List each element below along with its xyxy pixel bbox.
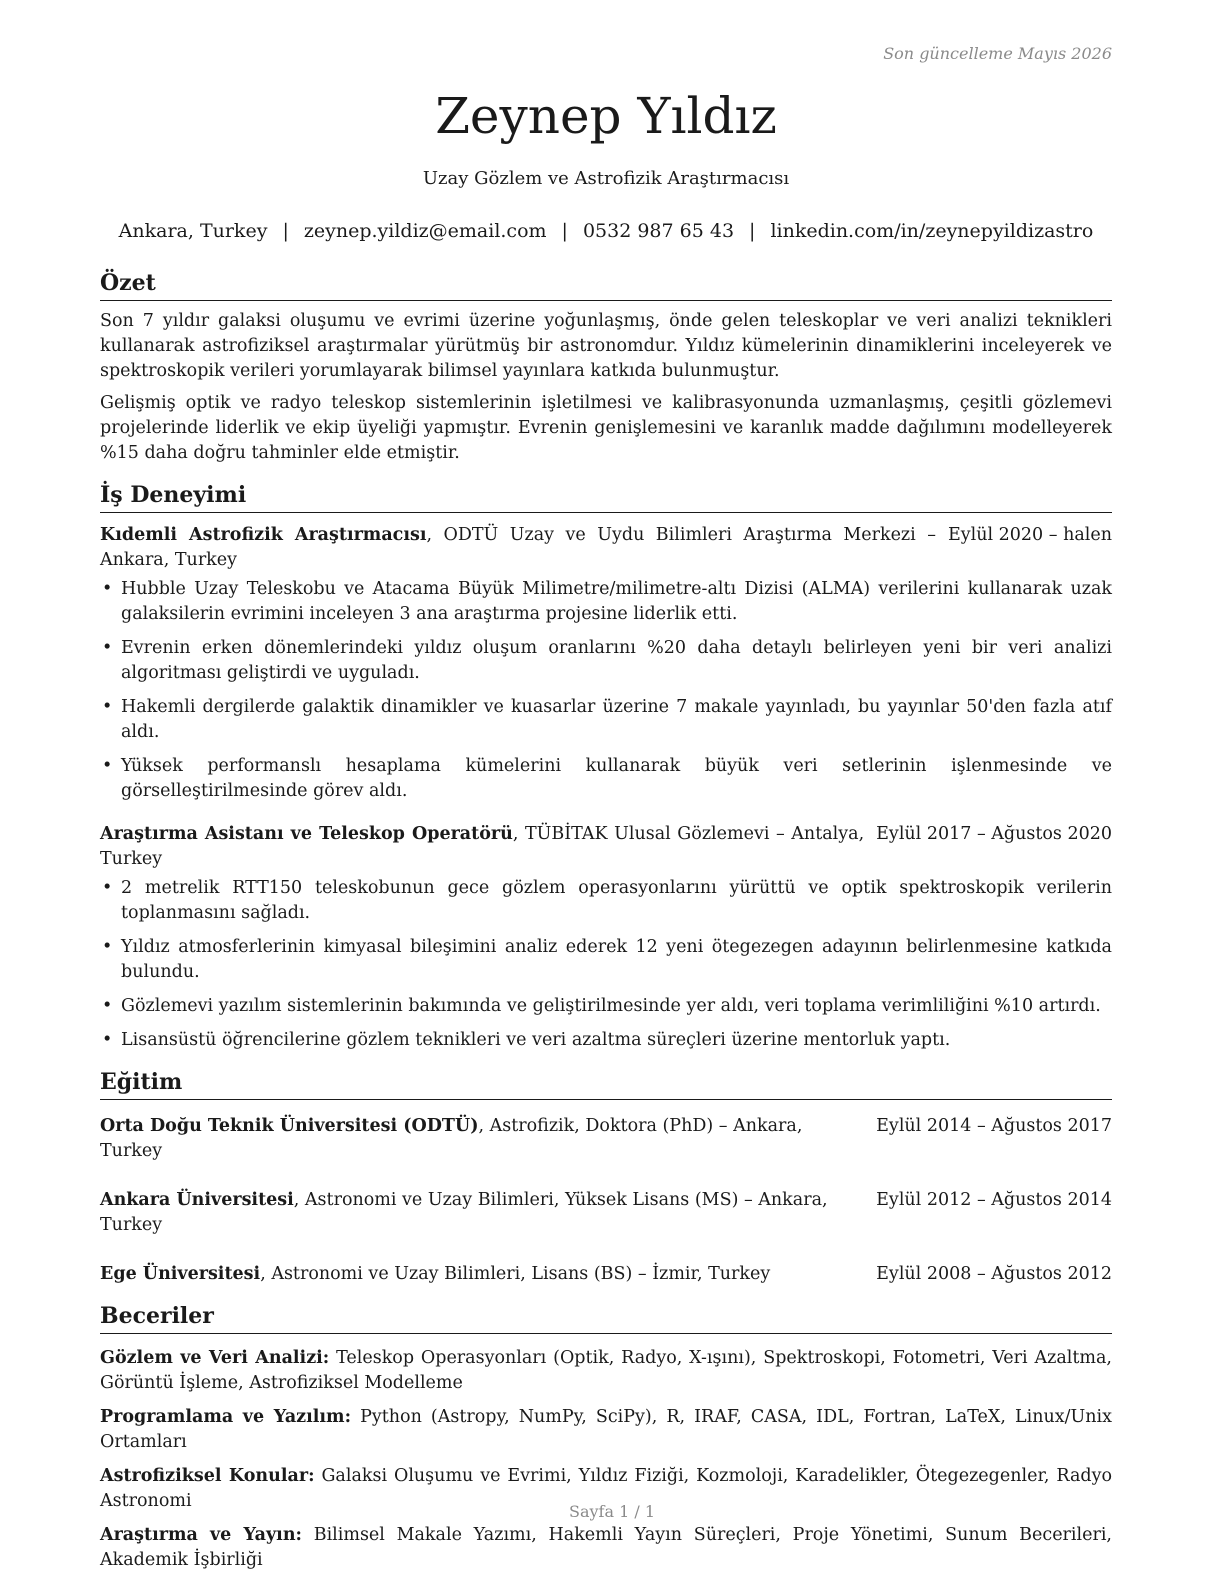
candidate-name: Zeynep Yıldız	[435, 87, 777, 145]
last-updated: Son güncelleme Mayıs 2026	[883, 44, 1112, 63]
skill-label: Astrofiziksel Konular:	[100, 1466, 315, 1486]
job-bullet: • Gözlemevi yazılım sistemlerinin bakımında ve geliştirilmesinde yer aldı, veri toplama verimliliğini %10 artırdı.	[100, 994, 1112, 1019]
headline: Uzay Gözlem ve Astrofizik Araştırmacısı	[422, 168, 790, 189]
contact-separator: |	[561, 220, 568, 242]
job-bullet: • 2 metrelik RTT150 teleskobunun gece gözlem operasyonlarını yürüttü ve optik spektroskopik verilerin toplanmasını sağladı.	[100, 876, 1112, 926]
job-org: , TÜBİTAK Ulusal Gözlemevi – Antalya, Turkey	[100, 824, 865, 869]
job-bullet: • Lisansüstü öğrencilerine gözlem teknikleri ve veri azaltma süreçleri üzerine mentorluk yaptı.	[100, 1028, 1112, 1053]
skill-label: Programlama ve Yazılım:	[100, 1407, 352, 1427]
contact-linkedin[interactable]: linkedin.com/in/zeynepyildizastro	[770, 220, 1094, 242]
resume-body	[100, 268, 1112, 1573]
job-bullet: • Hubble Uzay Teleskobu ve Atacama Büyük Milimetre/milimetre-altı Dizisi (ALMA) verilerini kullanarak uzak galaksilerin evrimini inceleyen 3 ana araştırma projesine liderlik etti.	[100, 577, 1112, 627]
job-bullet: • Hakemli dergilerde galaktik dinamikler ve kuasarlar üzerine 7 makale yayınladı, bu yayınlar 50'den fazla atıf aldı.	[100, 695, 1112, 745]
contact-location: Ankara, Turkey	[118, 220, 268, 242]
education-line	[100, 1262, 770, 1287]
education-section	[100, 1067, 1112, 1287]
education-entry	[100, 1262, 1112, 1287]
education-detail: , Astronomi ve Uzay Bilimleri, Yüksek Lisans (MS) – Ankara, Turkey	[100, 1190, 828, 1235]
job-header	[100, 523, 1112, 573]
contact-phone[interactable]: 0532 987 65 43	[582, 220, 735, 242]
skill-line	[100, 1346, 1112, 1396]
job-title-line	[100, 822, 864, 872]
skill-line	[100, 1405, 1112, 1455]
education-school: Ege Üniversitesi	[100, 1264, 261, 1284]
section-title-summary: Özet	[100, 268, 1112, 301]
education-detail: , Astronomi ve Uzay Bilimleri, Lisans (BS) – İzmir, Turkey	[260, 1264, 771, 1284]
summary-paragraph: Son 7 yıldır galaksi oluşumu ve evrimi üzerine yoğunlaşmış, önde gelen teleskoplar ve veri analizi teknikleri kullanarak astrofiziksel araştırmalar yürütmüş bir astronomdur. Yıldız kümelerinin dinamiklerini inceleyerek ve spektroskopik verileri yorumlayarak bilimsel yayınlara katkıda bulunmuştur.	[100, 311, 1112, 381]
job-entry	[100, 822, 1112, 1053]
skills-section	[100, 1301, 1112, 1573]
job-bullet: • Yıldız atmosferlerinin kimyasal bileşimini analiz ederek 12 yeni ötegezegen adayının belirlenmesine katkıda bulundu.	[100, 935, 1112, 985]
summary-section	[100, 268, 1112, 466]
page-indicator: Sayfa 1 / 1	[568, 1502, 655, 1521]
job-role: Araştırma Asistanı ve Teleskop Operatörü	[100, 824, 513, 844]
education-line	[100, 1188, 864, 1238]
job-bullet: • Yüksek performanslı hesaplama kümelerini kullanarak büyük veri setlerinin işlenmesinde ve görselleştirilmesinde görev aldı.	[100, 754, 1112, 804]
education-detail: , Astrofizik, Doktora (PhD) – Ankara, Turkey	[100, 1116, 803, 1161]
section-title-experience: İş Deneyimi	[100, 480, 1112, 513]
contact-separator: |	[749, 220, 756, 242]
skill-label: Gözlem ve Veri Analizi:	[100, 1348, 330, 1368]
job-date: Eylül 2020 – halen	[947, 525, 1112, 545]
education-school: Ankara Üniversitesi	[100, 1190, 294, 1210]
summary-paragraph: Gelişmiş optik ve radyo teleskop sistemlerinin işletilmesi ve kalibrasyonunda uzmanlaşmış, çeşitli gözlemevi projelerinde liderlik ve ekip üyeliği yapmıştır. Evrenin genişlemesini ve karanlık madde dağılımını modelleyerek %15 daha doğru tahminler elde etmiştir.	[100, 393, 1112, 463]
job-bullets	[100, 876, 1112, 1053]
job-title-line	[100, 523, 936, 573]
skill-value: Bilimsel Makale Yazımı, Hakemli Yayın Süreçleri, Proje Yönetimi, Sunum Becerileri, Akademik İşbirliği	[100, 1525, 1112, 1570]
contact-email[interactable]: zeynep.yildiz@email.com	[303, 220, 547, 242]
education-entry	[100, 1188, 1112, 1238]
job-bullets	[100, 577, 1112, 804]
experience-section	[100, 480, 1112, 1053]
education-date: Eylül 2014 – Ağustos 2017	[876, 1116, 1112, 1136]
education-school: Orta Doğu Teknik Üniversitesi (ODTÜ)	[100, 1116, 479, 1136]
skill-value: Python (Astropy, NumPy, SciPy), R, IRAF, CASA, IDL, Fortran, LaTeX, Linux/Unix Ortamları	[100, 1407, 1112, 1452]
education-line	[100, 1114, 864, 1164]
section-title-education: Eğitim	[100, 1067, 1112, 1100]
contact-separator: |	[282, 220, 289, 242]
job-role: Kıdemli Astrofizik Araştırmacısı	[100, 525, 427, 545]
job-entry	[100, 523, 1112, 804]
education-date: Eylül 2012 – Ağustos 2014	[876, 1190, 1112, 1210]
job-header	[100, 822, 1112, 872]
skill-value: Teleskop Operasyonları (Optik, Radyo, X-ışını), Spektroskopi, Fotometri, Veri Azaltma, Görüntü İşleme, Astrofiziksel Modelleme	[100, 1348, 1112, 1393]
contact-line	[100, 220, 1112, 242]
skill-value: Galaksi Oluşumu ve Evrimi, Yıldız Fiziği, Kozmoloji, Karadelikler, Ötegezegenler, Radyo Astronomi	[100, 1466, 1112, 1511]
skill-line	[100, 1523, 1112, 1573]
job-date: Eylül 2017 – Ağustos 2020	[876, 824, 1112, 844]
education-date: Eylül 2008 – Ağustos 2012	[876, 1264, 1112, 1284]
section-title-skills: Beceriler	[100, 1301, 1112, 1334]
job-bullet: • Evrenin erken dönemlerindeki yıldız oluşum oranlarını %20 daha detaylı belirleyen yeni bir veri analizi algoritması geliştirdi ve uyguladı.	[100, 636, 1112, 686]
job-org: , ODTÜ Uzay ve Uydu Bilimleri Araştırma Merkezi – Ankara, Turkey	[100, 525, 936, 570]
education-entry	[100, 1114, 1112, 1164]
skill-label: Araştırma ve Yayın:	[100, 1525, 303, 1545]
